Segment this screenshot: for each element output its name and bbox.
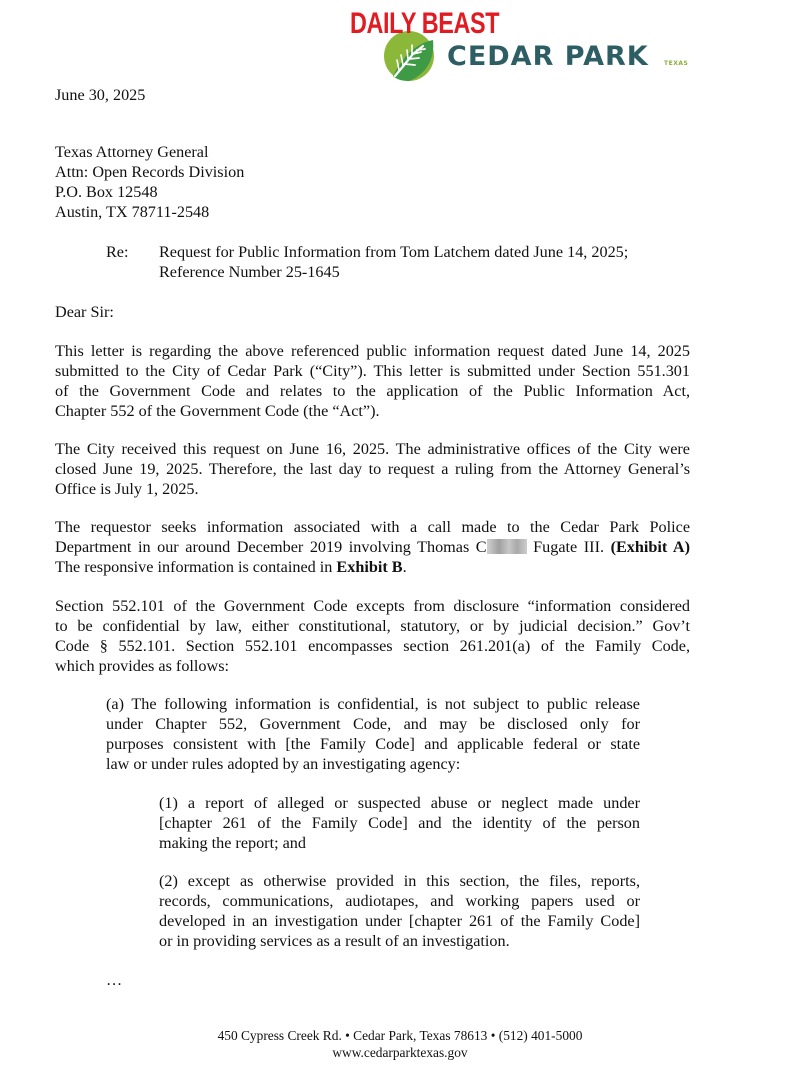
letterhead-footer: [0, 1027, 800, 1061]
paragraph-line: which provides as follows:: [55, 657, 229, 675]
logo-state: TEXAS: [664, 60, 689, 67]
quote-line: or in providing services as a result of an investigation.: [159, 932, 510, 950]
paragraph-line: submitted to the City of Cedar Park (“City”). This letter is submitted under Section 551.301: [55, 362, 690, 380]
quote-line: (a) The following information is confidential, is not subject to public release: [106, 695, 640, 713]
letter-date: June 30, 2025: [55, 86, 146, 104]
paragraph-line: The requestor seeks information associated with a call made to the Cedar Park Police: [55, 518, 690, 536]
quoted-item-2: [159, 871, 640, 951]
recipient-line: Austin, TX 78711-2548: [55, 203, 210, 221]
paragraph-line: closed June 19, 2025. Therefore, the last day to request a ruling from the Attorney General’s: [55, 460, 690, 478]
re-line: Request for Public Information from Tom Latchem dated June 14, 2025;: [159, 243, 629, 261]
quote-line: purposes consistent with [the Family Code] and applicable federal or state: [106, 735, 640, 753]
paragraph-line: to be confidential by law, either constitutional, statutory, or by judicial decision.” Gov’t: [55, 617, 690, 635]
quote-line: law or under rules adopted by an investigating agency:: [106, 755, 461, 773]
re-subject: [159, 242, 628, 282]
text-before-redaction: Department in our around December 2019 involving Thomas C: [55, 538, 487, 556]
footer-website: www.cedarparktexas.gov: [332, 1045, 468, 1060]
exhibit-a-reference: (Exhibit A): [610, 538, 690, 556]
paragraph-requested-info: [55, 517, 690, 577]
quote-line: (1) a report of alleged or suspected abuse or neglect made under: [159, 794, 640, 812]
paragraph-deadline: [55, 439, 690, 499]
quote-line: making the report; and: [159, 834, 306, 852]
paragraph-line: This letter is regarding the above referenced public information request dated June 14, 2025: [55, 342, 690, 360]
paragraph-line-with-redaction: [55, 537, 690, 557]
paragraph-request-summary: [55, 341, 690, 421]
quote-line: [chapter 261 of the Family Code] and the identity of the person: [159, 814, 640, 832]
re-label: Re:: [106, 243, 129, 261]
quote-line: under Chapter 552, Government Code, and may be disclosed only for: [106, 715, 640, 733]
quote-line: (2) except as otherwise provided in this section, the files, reports,: [159, 872, 640, 890]
logo-wordmark: CEDAR PARK: [447, 41, 649, 72]
paragraph-line: Chapter 552 of the Government Code (the “Act”).: [55, 402, 380, 420]
paragraph-legal-basis: [55, 596, 690, 676]
paragraph-line: The City received this request on June 16, 2025. The administrative offices of the City were: [55, 440, 690, 458]
exhibit-b-reference: Exhibit B: [336, 558, 403, 576]
responsive-info-text: The responsive information is contained in: [55, 558, 337, 576]
period: .: [402, 558, 407, 576]
daily-beast-watermark: DAILY BEAST: [350, 7, 500, 40]
recipient-address: [55, 142, 695, 222]
quote-line: developed in an investigation under [chapter 261 of the Family Code]: [159, 912, 640, 930]
footer-address: 450 Cypress Creek Rd. • Cedar Park, Texas 78613 • (512) 401-5000: [217, 1028, 583, 1043]
salutation: Dear Sir:: [55, 303, 114, 321]
text-after-redaction: Fugate III.: [526, 538, 611, 556]
quoted-item-1: [159, 793, 640, 853]
paragraph-line: of the Government Code and relates to the application of the Public Information Act,: [55, 382, 690, 400]
redacted-name: [487, 539, 527, 554]
paragraph-line: Office is July 1, 2025.: [55, 480, 199, 498]
omission-ellipsis: …: [106, 971, 123, 989]
recipient-line: Attn: Open Records Division: [55, 163, 245, 181]
paragraph-line: [55, 557, 690, 577]
recipient-line: P.O. Box 12548: [55, 183, 158, 201]
recipient-line: Texas Attorney General: [55, 143, 209, 161]
paragraph-line: Code § 552.101. Section 552.101 encompasses section 261.201(a) of the Family Code,: [55, 637, 690, 655]
quoted-subsection-a: [106, 694, 640, 774]
re-line: Reference Number 25-1645: [159, 263, 340, 281]
quote-line: records, communications, audiotapes, and working papers used or: [159, 892, 640, 910]
paragraph-line: Section 552.101 of the Government Code excepts from disclosure “information considered: [55, 597, 690, 615]
letterhead-logo: [350, 8, 700, 83]
